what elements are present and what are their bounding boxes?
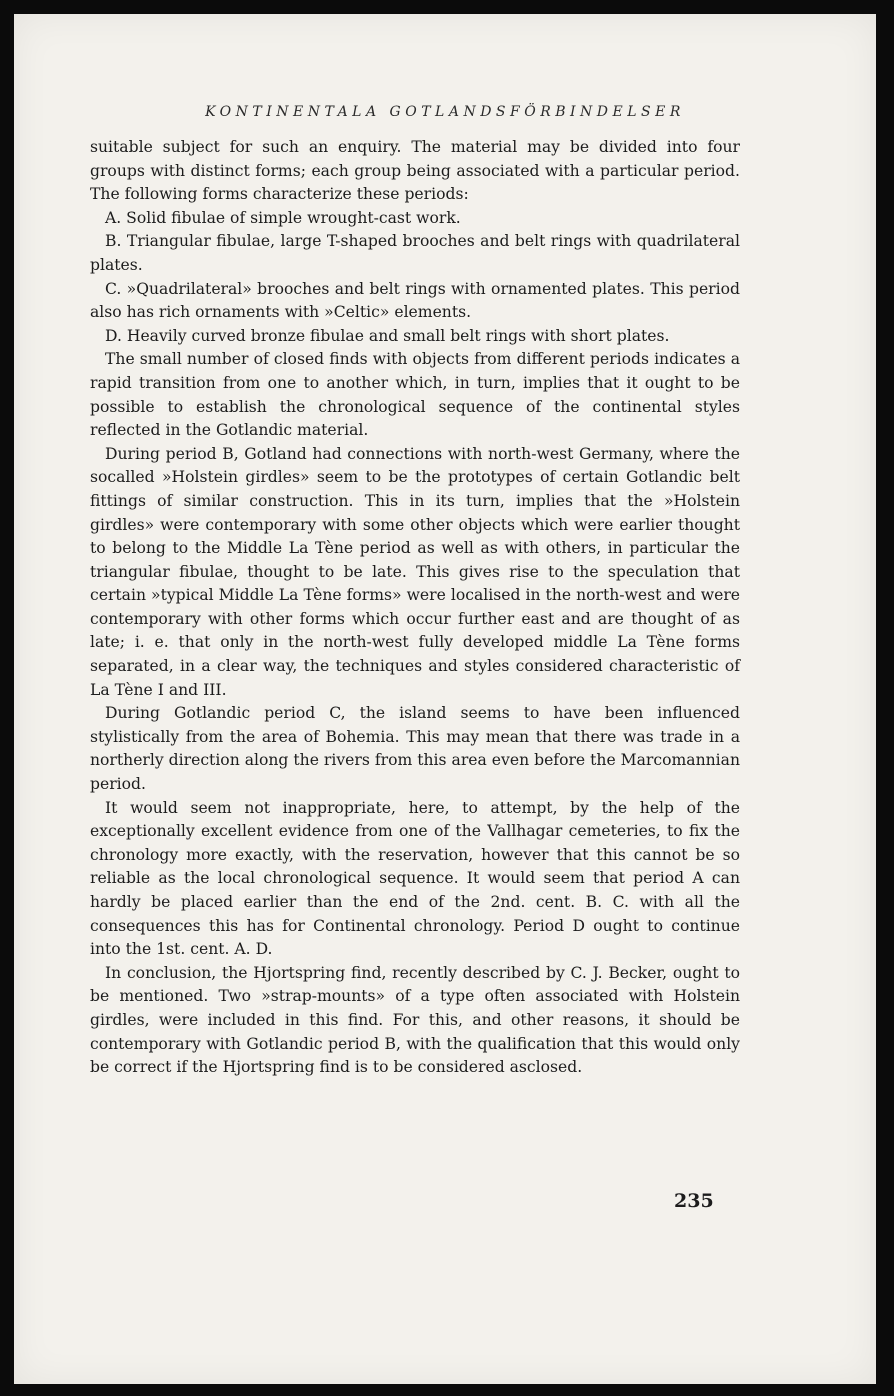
paragraph: C. »Quadrilateral» brooches and belt rings with ornamented plates. This period also has rich ornaments with »Celtic» elements. [90, 279, 740, 322]
paragraph: The small number of closed finds with objects from different periods indicates a rapid transition from one to another which, in turn, implies that it ought to be possible to establish the chronological sequence of the continental styles reflected in the Gotlandic material. [90, 350, 740, 440]
paragraph: During Gotlandic period C, the island seems to have been influenced stylistically from the area of Bohemia. This may mean that there was trade in a northerly direction along the rivers from this area even before the Marcomannian period. [90, 704, 740, 794]
paragraph: A. Solid fibulae of simple wrought-cast work. [105, 208, 461, 227]
paragraph: B. Triangular fibulae, large T-shaped brooches and belt rings with quadrilateral plates. [90, 232, 740, 274]
paragraph: suitable subject for such an enquiry. The material may be divided into four groups with distinct forms; each group being associated with a particular period. The following forms characterize these periods: [90, 138, 740, 204]
book-page [14, 14, 876, 1384]
running-head: KONTINENTALA GOTLANDSFÖRBINDELSER [205, 104, 685, 120]
paragraph: It would seem not inappropriate, here, to attempt, by the help of the exceptionally excellent evidence from one of the Vallhagar cemeteries, to fix the chronology more exactly, with the reservation, however that this cannot be so reliable as the local chronological sequence. It would seem that period A can hardly be placed earlier than the end of the 2nd. cent. B. C. with all the consequences this has for Continental chronology. Period D ought to continue into the 1st. cent. A. D. [90, 798, 740, 959]
paragraph: D. Heavily curved bronze fibulae and small belt rings with short plates. [105, 326, 670, 345]
paragraph: In conclusion, the Hjortspring find, recently described by C. J. Becker, ought to be mentioned. Two »strap-mounts» of a type often associated with Holstein girdles, were included in this find. For this, and other reasons, it should be contemporary with Gotlandic period B, with the qualification that this would only be correct if the Hjortspring find is to be considered asclosed. [90, 963, 740, 1077]
page-number: 235 [674, 1190, 714, 1212]
body-text [90, 136, 740, 1080]
paragraph: During period B, Gotland had connections with north-west Germany, where the socalled »Holstein girdles» seem to be the prototypes of certain Gotlandic belt fittings of similar construction. This in its turn, implies that the »Holstein girdles» were contemporary with some other objects which were earlier thought to belong to the Middle La Tène period as well as with others, in particular the triangular fibulae, thought to be late. This gives rise to the speculation that certain »typical Middle La Tène forms» were localised in the north-west and were contemporary with other forms which occur further east and are thought of as late; i. e. that only in the north-west fully developed middle La Tène forms separated, in a clear way, the techniques and styles considered characteristic of La Tène I and III. [90, 444, 740, 699]
